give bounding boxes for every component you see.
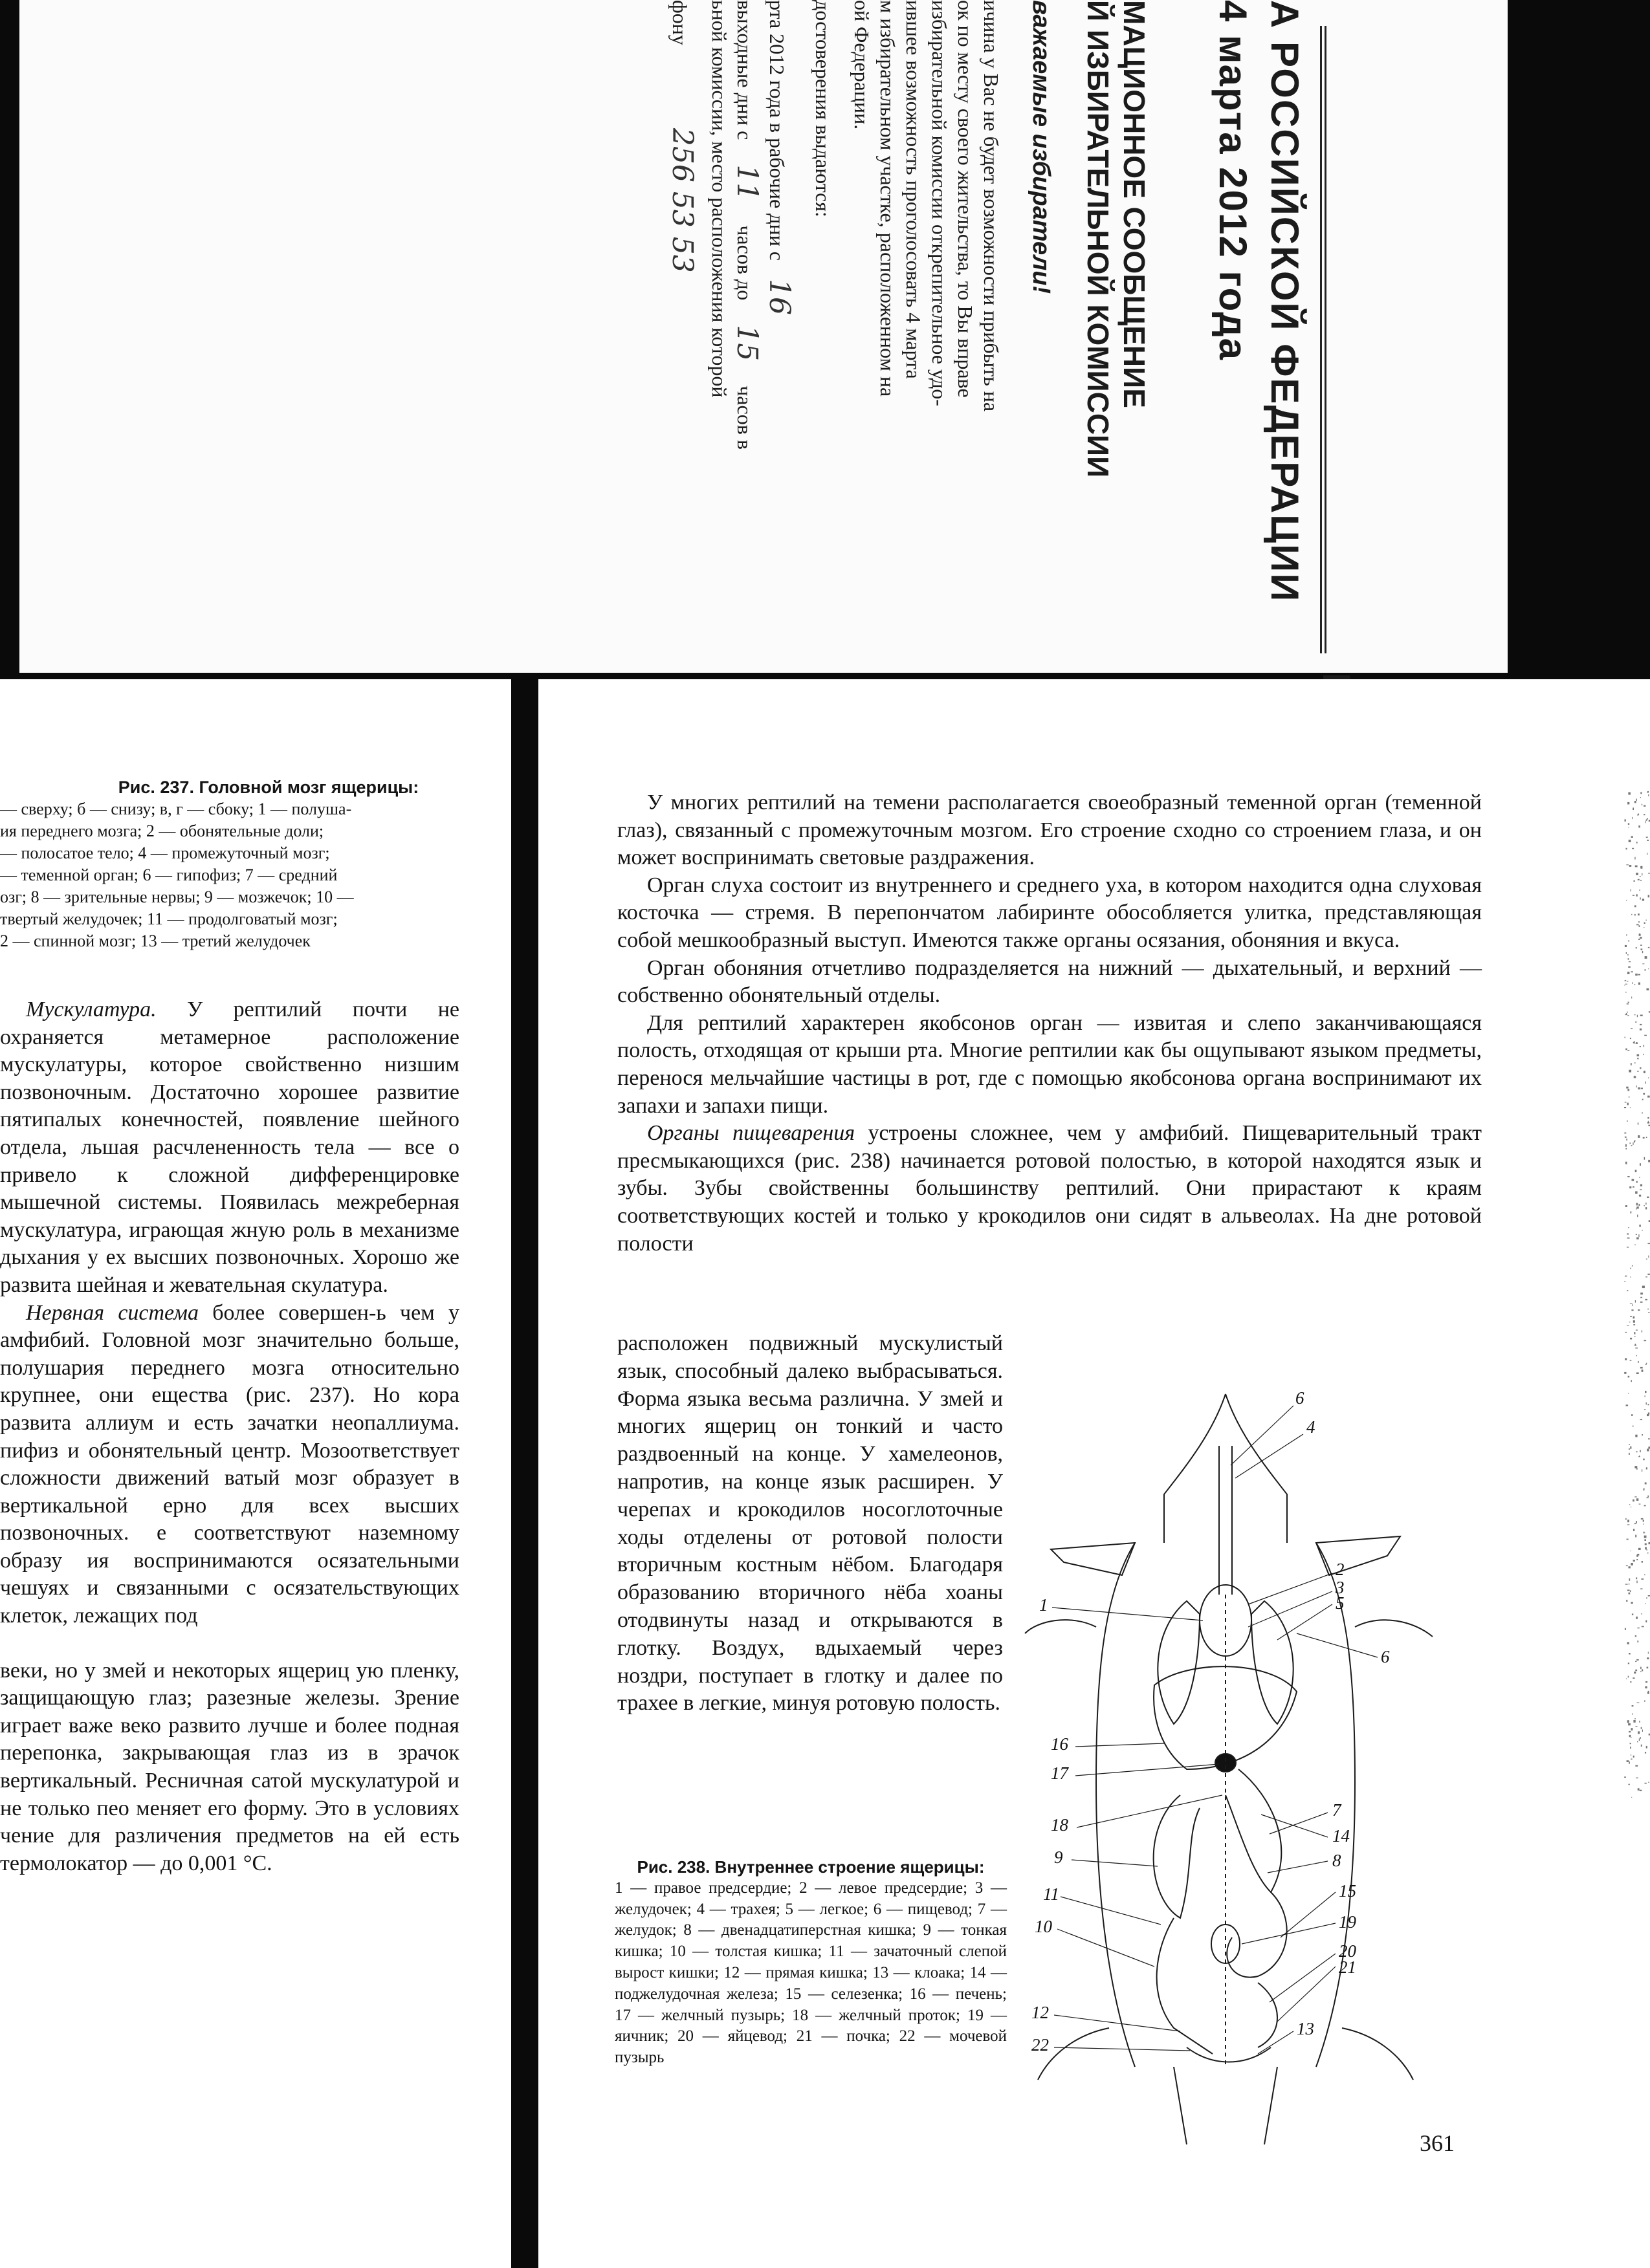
- right-body-text: [617, 789, 1482, 1258]
- lizard-trachea: [1219, 1446, 1232, 1595]
- leader-line: [1242, 1923, 1336, 1944]
- leader-line: [1297, 1633, 1378, 1657]
- leader-line: [1268, 1861, 1328, 1873]
- lizard-lung-right: [1251, 1601, 1293, 1724]
- paragraph-heading: Мускулатура.: [26, 998, 157, 1021]
- paragraph: веки, но у змей и некоторых ящериц ую пленку, защищающую глаз; разезные железы. Зрение играет важе веко развито лучше и более подная перепонка, закрывающая глаз из в зрачок вертикальный. Ресничная сатой мускулатурой и не только пео меняет его форму. Это в условиях чение для различения предметов на ей есть термолокатор — до 0,001 °С.: [0, 1658, 459, 1875]
- figure-label: 12: [1031, 2003, 1049, 2022]
- lizard-skin-flap-left: [1051, 1543, 1135, 1575]
- paragraph-text: более совершен-ь чем у амфибий. Головной мозг значительно больше, полушария переднего мозга относительно крупнее, они ещества (рис. 237). Но кора развита аллиум и есть зачатки неопаллиума. пифиз и обонятельный центр. Мозоответствует сложности движений ватый мозг образует в вертикальной ерно для всех высших позвоночных. е соответствуют наземному образу ия воспринимаются осязательными чешуях и связанными с осязательствующих клеток, лежащих под: [0, 1300, 459, 1628]
- paragraph: Для рептилий характерен якобсонов орган — извитая и слепо заканчивающаяся полость, отходящая от крыши рта. Многие рептилии как бы ощупывают языком предметы, перенося мельчайшие частицы в рот, где с помощью якобсонова органа воспринимают их запахи и запахи пищи.: [617, 1010, 1482, 1118]
- figure-label: 11: [1043, 1884, 1059, 1904]
- notice-line: ой Федерации.: [850, 0, 874, 130]
- paragraph: У многих рептилий на темени располагается своеобразный теменной орган (теменной глаз), связанный с промежуточным мозгом. Его строение сходно со строением глаза, и он может воспринимать световые раздражения.: [617, 791, 1482, 870]
- lizard-intestine-lower: [1157, 1918, 1213, 2054]
- figure-label: 21: [1339, 1957, 1356, 1977]
- figure-238-title: Рис. 238. Внутреннее строение ящерицы:: [637, 1857, 985, 1877]
- leader-line: [1061, 1897, 1161, 1925]
- leader-line: [1277, 1604, 1332, 1640]
- notice-subtitle-1: МАЦИОННОЕ СООБЩЕНИЕ: [1117, 0, 1151, 408]
- leader-line: [1261, 1815, 1328, 1837]
- paragraph-text: устроены сложнее, чем у амфибий. Пищеварительный тракт пресмыкающихся (рис. 238) начинается ротовой полостью, в которой находятся язык и зубы. Зубы свойственны большинству рептилий. Они прирастают к краям соответствующих костей и только у крокодилов они сидят в альвеолах. На дне ротовой полости: [617, 1121, 1482, 1256]
- figure-label: 15: [1339, 1881, 1356, 1901]
- left-page: [0, 679, 511, 2268]
- notice-text: выходные дни с: [733, 0, 756, 140]
- lizard-anatomy-figure: [1025, 1381, 1504, 2144]
- notice-date: 4 марта 2012 года: [1211, 0, 1255, 361]
- paragraph: расположен подвижный мускулистый язык, способный далеко выбрасываться. Форма языка весьма различна. У змей и многих ящериц он тонкий и часто раздвоенный на конце. У хамелеонов, напротив, на конце язык расширен. У черепах и крокодилов носоглоточные ходы отделены от ротовой полости вторичным костным нёбом. Благодаря образованию вторичного нёба хоаны отодвинуты назад и открываются в глотку. Воздух, вдыхаемый через ноздри, поступает в глотку и далее по трахее в легкие, минуя ротовую полость.: [617, 1331, 1003, 1716]
- leader-line: [1072, 1860, 1158, 1866]
- paragraph: Орган обоняния отчетливо подразделяется на нижний — дыхательный, и верхний — собственно обонятельный отделы.: [617, 955, 1482, 1008]
- figure-label: 18: [1051, 1815, 1068, 1835]
- caption-line: озг; 8 — зрительные нервы; 9 — мозжечок; 10 —: [0, 888, 354, 906]
- leader-line: [1258, 2031, 1293, 2054]
- lizard-head-outline: [1164, 1394, 1287, 1543]
- page-gutter: [511, 673, 538, 2268]
- figure-label: 16: [1051, 1734, 1068, 1754]
- notice-title-2: А РОССИЙСКОЙ ФЕДЕРАЦИИ: [1263, 0, 1306, 603]
- figure-label: 6: [1381, 1647, 1390, 1666]
- right-narrow-text: [617, 1330, 1003, 1717]
- leader-line: [1231, 1406, 1293, 1465]
- caption-line: ия переднего мозга; 2 — обонятельные доли;: [0, 822, 324, 840]
- notice-line: достоверения выдаются:: [811, 0, 835, 217]
- leader-line: [1075, 1764, 1219, 1776]
- noise-dots: [1624, 791, 1650, 1798]
- figure-label: 17: [1051, 1763, 1068, 1783]
- caption-line: 2 — спинной мозг; 13 — третий желудочек: [0, 932, 311, 950]
- left-body-text: [0, 996, 459, 1877]
- lizard-intestine-loop-1: [1154, 1795, 1200, 1918]
- leader-line: [1054, 2015, 1180, 2031]
- right-page: [538, 679, 1650, 2268]
- leader-line: [1057, 1929, 1154, 1967]
- handwritten-phone: 256 53 53: [666, 127, 699, 273]
- lizard-hindlimb-right: [1342, 2028, 1413, 2080]
- paragraph-heading: Нервная система: [26, 1300, 199, 1325]
- notice-line: [666, 0, 699, 273]
- leader-line: [1075, 1743, 1164, 1747]
- figure-label: 7: [1332, 1800, 1341, 1820]
- leader-line: [1270, 1813, 1328, 1834]
- caption-line: — теменной орган; 6 — гипофиз; 7 — средний: [0, 866, 338, 884]
- leader-line: [1281, 1892, 1336, 1937]
- paragraph: [0, 1300, 459, 1630]
- election-notice: [19, 0, 1508, 673]
- figure-238-caption: [615, 1857, 1007, 2069]
- caption-line: — сверху; б — снизу; в, г — сбоку; 1 — полуша-: [0, 800, 352, 818]
- lizard-kidney: [1258, 1983, 1277, 2047]
- figure-label: 10: [1035, 1917, 1052, 1936]
- paragraph: Орган слуха состоит из внутреннего и среднего уха, в котором находится одна слуховая косточка — стремя. В перепончатом лабиринте обособляется улитка, представляющая собой мешкообразный выступ. Имеются также органы осязания, обоняния и вкуса.: [617, 873, 1482, 952]
- handwritten-weekend-from: 11: [731, 164, 764, 201]
- notice-line: ившее возможность проголосовать 4 марта: [902, 0, 925, 379]
- notice-line: м избирательном участке, расположенном на: [876, 0, 899, 397]
- figure-label: 4: [1306, 1417, 1315, 1437]
- leader-line: [1248, 1573, 1332, 1604]
- page-number: 361: [1420, 2130, 1455, 2156]
- figure-label: 2: [1336, 1560, 1345, 1579]
- lizard-stomach: [1226, 1769, 1281, 1892]
- paragraph-heading: Органы пищеварения: [647, 1121, 855, 1146]
- leader-line: [1052, 1608, 1203, 1620]
- figure-237-title: Рис. 237. Головной мозг ящерицы:: [118, 778, 419, 797]
- paragraph-gap: [0, 1630, 459, 1657]
- notice-text: часов в: [733, 386, 756, 450]
- figure-label: 5: [1336, 1593, 1345, 1613]
- leader-line: [1054, 2047, 1190, 2051]
- paragraph: [0, 996, 459, 1300]
- notice-text: часов до: [733, 225, 756, 301]
- scan-edge-right: [1488, 0, 1650, 673]
- notice-text: рта 2012 года в рабочие дни с: [765, 0, 789, 261]
- election-notice-rotated: [19, 0, 1417, 673]
- notice-line: избирательной комиссии открепительное удо-: [928, 0, 951, 406]
- scan-noise: [1598, 789, 1650, 1798]
- paragraph-text: У рептилий почти не охраняется метамерное расположение мускулатуры, которое свойственно низшим позвоночным. Достаточно хорошее развитие пятипалых конечностей, появление шейного отдела, льшая расчлененность тела — все о привело к сложной дифференцировке мышечной системы. Появилась межреберная мускулатура, играющая жную роль в механизме дыхания у ех высших позвоночных. Хорошо же развита шейная и жевательная скулатура.: [0, 998, 459, 1297]
- notice-text: фону: [668, 0, 692, 45]
- figure-label: 13: [1297, 2019, 1314, 2038]
- figure-label: 3: [1336, 1578, 1345, 1597]
- figure-label: 14: [1332, 1826, 1350, 1846]
- notice-line: [763, 0, 796, 673]
- leader-line: [1077, 1795, 1222, 1827]
- figure-label: 19: [1339, 1912, 1356, 1932]
- caption-line: твертый желудочек; 11 — продолговатый мозг;: [0, 910, 338, 928]
- leader-line: [1270, 1954, 1336, 2002]
- figure-label: 9: [1054, 1848, 1063, 1867]
- leader-line: [1248, 1591, 1332, 1627]
- lizard-tail: [1174, 2067, 1277, 2144]
- lizard-forelimb-right: [1355, 1620, 1433, 1637]
- notice-line: [731, 0, 764, 450]
- notice-line: ьной комиссии, место расположения которой: [708, 0, 731, 398]
- paragraph: [617, 1120, 1482, 1258]
- notice-appeal: важаемые избиратели!: [1028, 0, 1055, 294]
- figure-label: 22: [1031, 2035, 1049, 2055]
- handwritten-weekend-to: 15: [731, 325, 764, 362]
- figure-237-caption: [0, 776, 511, 952]
- figure-238-legend: 1 — правое предсердие; 2 — левое предсердие; 3 — желудочек; 4 — трахея; 5 — легкое; 6 — пищевод; 7 — желудок; 8 — двенадцатиперстная кишка; 9 — тонкая кишка; 10 — толстая кишка; 11 — зачаточный слепой вырост кишки; 12 — прямая кишка; 13 — клоака; 14 — поджелудочная железа; 15 — селезенка; 16 — печень; 17 — желчный пузырь; 18 — желчный проток; 19 — яичник; 20 — яйцевод; 21 — почка; 22 — мочевой пузырь: [615, 1879, 1007, 2067]
- notice-line: ок по месту своего жительства, то Вы вправе: [954, 0, 977, 398]
- lizard-cloaca: [1187, 2047, 1271, 2062]
- handwritten-hours: 16: [763, 278, 796, 315]
- figure-label: 6: [1295, 1388, 1304, 1408]
- lizard-forelimb-left: [1025, 1620, 1096, 1633]
- figure-labels: [1031, 1388, 1390, 2055]
- figure-label: 1: [1039, 1595, 1048, 1615]
- caption-line: — полосатое тело; 4 — промежуточный мозг;: [0, 844, 330, 862]
- notice-subtitle-2: Й ИЗБИРАТЕЛЬНОЙ КОМИССИИ: [1081, 0, 1115, 478]
- notice-line: ичина у Вас не будет возможности прибыть на: [980, 0, 1003, 412]
- figure-label: 8: [1332, 1851, 1341, 1870]
- figure-label: 20: [1339, 1941, 1356, 1961]
- lizard-intestine-loop-2: [1227, 1892, 1287, 1978]
